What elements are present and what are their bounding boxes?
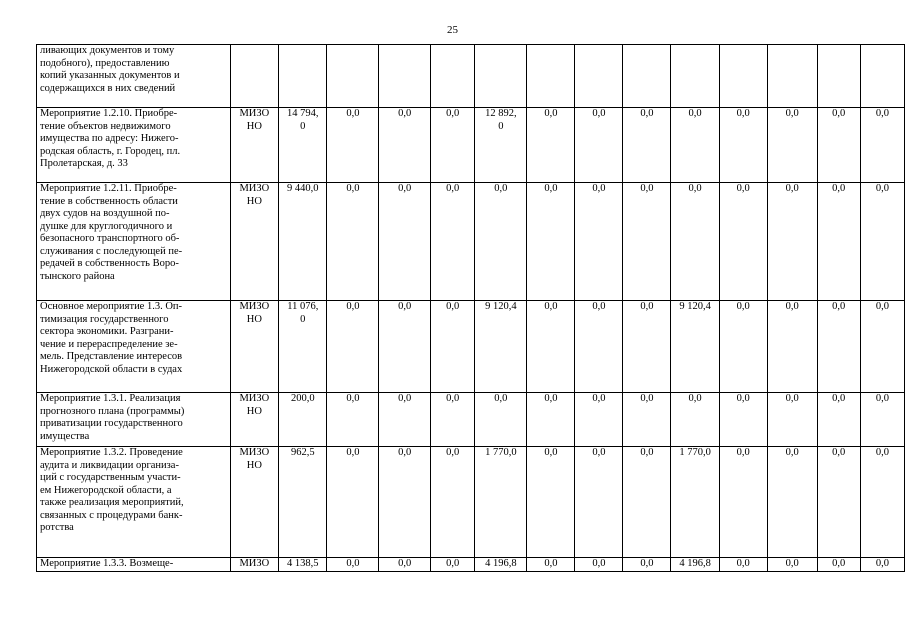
funding-value-line: 0,0	[736, 301, 750, 312]
funding-value	[860, 301, 904, 393]
funding-value	[379, 108, 431, 183]
funding-value	[623, 301, 671, 393]
funding-value	[431, 393, 475, 447]
funding-value-line: 0,0	[785, 108, 799, 119]
funding-value-line: 0,0	[832, 301, 846, 312]
table-row	[37, 183, 905, 301]
funding-value-line: 0,0	[544, 108, 558, 119]
measure-description	[37, 108, 231, 183]
funding-value	[327, 301, 379, 393]
funding-value-line: 1 770,0	[679, 447, 711, 458]
funding-value	[719, 45, 767, 108]
funding-value	[431, 108, 475, 183]
funding-value-line: 0,0	[446, 108, 460, 119]
funding-value-line: 0	[498, 120, 504, 132]
funding-value-line: 12 892,	[485, 108, 517, 119]
funding-value	[817, 108, 860, 183]
funding-value	[817, 558, 860, 572]
measure-description-line: связанных с процедурами банк-	[40, 509, 183, 521]
program-measures-table	[36, 44, 905, 572]
funding-value-line: 0,0	[736, 447, 750, 458]
funding-value	[817, 45, 860, 108]
funding-value	[860, 108, 904, 183]
funding-value	[431, 183, 475, 301]
table-body	[37, 45, 905, 572]
responsible-executor-line: МИЗО	[239, 393, 270, 404]
responsible-executor-line: НО	[246, 459, 262, 471]
measure-description-line: Основное мероприятие 1.3. Оп-	[40, 301, 183, 312]
funding-value-line: 0,0	[592, 447, 606, 458]
funding-value-line: 0,0	[346, 108, 360, 119]
funding-value-line: 0	[300, 120, 306, 132]
funding-value	[719, 447, 767, 558]
funding-value	[279, 45, 327, 108]
funding-value	[327, 108, 379, 183]
funding-value-line: 0,0	[832, 558, 846, 569]
table-row	[37, 393, 905, 447]
measure-description-line: ливающих документов и тому	[40, 45, 175, 56]
funding-value-line: 0,0	[446, 393, 460, 404]
responsible-executor-line: МИЗО	[239, 108, 270, 119]
funding-value-line: 0,0	[736, 558, 750, 569]
funding-value	[327, 393, 379, 447]
funding-value	[860, 183, 904, 301]
funding-value-line: 0,0	[640, 183, 654, 194]
funding-value-line: 0,0	[875, 108, 889, 119]
funding-value	[279, 558, 327, 572]
measure-description-line: приватизации государственного	[40, 418, 183, 429]
funding-value	[327, 183, 379, 301]
measure-description-line: двух судов на воздушной по-	[40, 208, 170, 219]
funding-value	[527, 45, 575, 108]
funding-value	[719, 183, 767, 301]
funding-value-line: 0,0	[398, 393, 412, 404]
funding-value-line: 0,0	[494, 183, 508, 194]
measure-description-line: прогнозного плана (программы)	[40, 405, 185, 417]
funding-value-line: 0,0	[446, 558, 460, 569]
funding-value-line: 200,0	[290, 393, 315, 404]
funding-value	[431, 301, 475, 393]
measure-description	[37, 393, 231, 447]
funding-value	[327, 447, 379, 558]
funding-value	[431, 558, 475, 572]
funding-value-line: 0,0	[785, 447, 799, 458]
funding-value-line: 0,0	[544, 301, 558, 312]
funding-value-line: 0,0	[688, 108, 702, 119]
responsible-executor-line: НО	[246, 120, 262, 132]
table-row	[37, 45, 905, 108]
responsible-executor-line: МИЗО	[239, 183, 270, 194]
funding-value	[279, 447, 327, 558]
funding-value	[575, 108, 623, 183]
measure-description-line: ций с государственным участи-	[40, 472, 181, 483]
funding-value	[719, 393, 767, 447]
measure-description-line: служивания с последующей пе-	[40, 245, 183, 257]
funding-value-line: 0,0	[832, 183, 846, 194]
measure-description-line: аудита и ликвидации организа-	[40, 459, 179, 471]
funding-value	[379, 558, 431, 572]
funding-value	[431, 447, 475, 558]
funding-value	[475, 301, 527, 393]
funding-value-line: 4 196,8	[485, 558, 517, 569]
funding-value-line: 0,0	[640, 108, 654, 119]
measure-description-line: родская область, г. Городец, пл.	[40, 145, 181, 157]
funding-value-line: 0,0	[592, 183, 606, 194]
funding-value-line: 0,0	[398, 447, 412, 458]
funding-value-line: 1 770,0	[485, 447, 517, 458]
funding-value-line: 4 138,5	[287, 558, 319, 569]
funding-value-line: 0,0	[640, 301, 654, 312]
funding-value-line: 0,0	[785, 558, 799, 569]
measure-description	[37, 301, 231, 393]
funding-value-line: 0,0	[640, 558, 654, 569]
responsible-executor	[230, 447, 279, 558]
funding-value-line: 4 196,8	[679, 558, 711, 569]
responsible-executor-line: НО	[246, 195, 262, 207]
funding-value	[379, 393, 431, 447]
measure-description-line: подобного), предоставлению	[40, 57, 170, 69]
funding-value-line: 0,0	[346, 447, 360, 458]
funding-value-line: 0,0	[544, 183, 558, 194]
funding-value-line: 0,0	[398, 183, 412, 194]
funding-value	[623, 108, 671, 183]
responsible-executor-line: МИЗО	[239, 447, 270, 458]
funding-value	[527, 393, 575, 447]
funding-value-line: 0,0	[640, 393, 654, 404]
measure-description-line: также реализация мероприятий,	[40, 497, 184, 508]
measure-description-line: Пролетарская, д. 33	[40, 158, 128, 169]
funding-value-line: 0,0	[592, 301, 606, 312]
funding-value-line: 962,5	[290, 447, 315, 458]
funding-value	[379, 45, 431, 108]
measure-description-line: тение объектов недвижимого	[40, 120, 171, 132]
funding-value-line: 0,0	[544, 558, 558, 569]
funding-value	[623, 45, 671, 108]
funding-value	[671, 183, 719, 301]
responsible-executor	[230, 183, 279, 301]
measure-description-line: сектора экономики. Разграни-	[40, 326, 174, 337]
page-number: 25	[447, 24, 458, 36]
funding-value	[623, 447, 671, 558]
funding-value	[379, 447, 431, 558]
funding-value	[527, 183, 575, 301]
responsible-executor	[230, 108, 279, 183]
funding-value-line: 11 076,	[287, 301, 319, 312]
funding-value-line: 0,0	[875, 447, 889, 458]
responsible-executor	[230, 558, 279, 572]
funding-value	[671, 393, 719, 447]
funding-value-line: 0,0	[875, 183, 889, 194]
measure-description-line: имущества	[40, 430, 90, 442]
funding-value-line: 0,0	[446, 447, 460, 458]
funding-value-line: 0,0	[592, 558, 606, 569]
funding-value-line: 0,0	[544, 393, 558, 404]
funding-value	[860, 393, 904, 447]
funding-value-line: 0,0	[592, 108, 606, 119]
funding-value	[767, 183, 817, 301]
funding-value-line: 0,0	[398, 301, 412, 312]
funding-value	[767, 45, 817, 108]
measure-description-line: ем Нижегородской области, а	[40, 484, 172, 496]
responsible-executor	[230, 45, 279, 108]
table-row	[37, 447, 905, 558]
responsible-executor	[230, 393, 279, 447]
funding-value	[279, 301, 327, 393]
funding-value-line: 0,0	[736, 393, 750, 404]
measure-description	[37, 447, 231, 558]
funding-value	[860, 447, 904, 558]
responsible-executor-line: НО	[246, 313, 262, 325]
funding-value-line: 0,0	[346, 301, 360, 312]
measure-description-line: тимизация государственного	[40, 313, 169, 325]
measure-description-line: Мероприятие 1.3.2. Проведение	[40, 447, 183, 458]
funding-value	[475, 108, 527, 183]
funding-value	[623, 183, 671, 301]
measure-description	[37, 45, 231, 108]
funding-value-line: 0,0	[832, 447, 846, 458]
funding-value	[527, 558, 575, 572]
funding-value	[767, 108, 817, 183]
funding-value	[671, 45, 719, 108]
funding-value-line: 0,0	[736, 108, 750, 119]
funding-value	[575, 393, 623, 447]
funding-value	[527, 447, 575, 558]
table-row	[37, 301, 905, 393]
funding-value	[671, 301, 719, 393]
funding-value-line: 0,0	[875, 393, 889, 404]
funding-value	[475, 558, 527, 572]
measure-description-line: Мероприятие 1.2.10. Приобре-	[40, 108, 178, 119]
measure-description-line: имущества по адресу: Нижего-	[40, 133, 179, 144]
measure-description-line: Мероприятие 1.2.11. Приобре-	[40, 183, 177, 194]
funding-value	[575, 183, 623, 301]
measure-description-line: содержащихся в них сведений	[40, 82, 176, 94]
funding-value-line: 9 120,4	[679, 301, 711, 312]
funding-value	[767, 558, 817, 572]
funding-value	[623, 558, 671, 572]
responsible-executor	[230, 301, 279, 393]
measure-description-line: мель. Представление интересов	[40, 351, 183, 362]
measure-description-line: безопасного транспортного об-	[40, 233, 180, 244]
funding-value-line: 0,0	[446, 183, 460, 194]
funding-value	[671, 558, 719, 572]
funding-value-line: 9 120,4	[485, 301, 517, 312]
funding-value-line: 9 440,0	[287, 183, 319, 194]
funding-value	[860, 558, 904, 572]
responsible-executor-line: МИЗО	[239, 558, 270, 569]
table-row	[37, 108, 905, 183]
funding-value	[475, 393, 527, 447]
measure-description-line: ротства	[40, 522, 74, 533]
funding-value	[623, 393, 671, 447]
table-row	[37, 558, 905, 572]
funding-value	[671, 447, 719, 558]
responsible-executor-line: НО	[246, 405, 262, 417]
measure-description	[37, 558, 231, 572]
funding-value	[671, 108, 719, 183]
funding-value-line: 0,0	[346, 558, 360, 569]
funding-value	[575, 45, 623, 108]
funding-value	[817, 301, 860, 393]
funding-value	[575, 558, 623, 572]
responsible-executor-line: МИЗО	[239, 301, 270, 312]
funding-value-line: 0,0	[640, 447, 654, 458]
funding-value-line: 0,0	[346, 183, 360, 194]
funding-value-line: 0,0	[785, 301, 799, 312]
funding-value	[817, 183, 860, 301]
measure-description-line: чение и перераспределение зе-	[40, 338, 178, 350]
measure-description-line: Нижегородской области в судах	[40, 363, 183, 375]
funding-value	[767, 447, 817, 558]
funding-value	[279, 183, 327, 301]
funding-value	[767, 393, 817, 447]
funding-value	[475, 447, 527, 558]
measure-description-line: тынского района	[40, 270, 115, 282]
funding-value-line: 0	[300, 313, 306, 325]
funding-value	[279, 108, 327, 183]
funding-value	[527, 301, 575, 393]
funding-value-line: 0,0	[446, 301, 460, 312]
funding-value-line: 14 794,	[287, 108, 319, 119]
funding-value-line: 0,0	[875, 558, 889, 569]
funding-value	[431, 45, 475, 108]
funding-value	[719, 558, 767, 572]
funding-value-line: 0,0	[832, 393, 846, 404]
measure-description-line: редачей в собственность Воро-	[40, 258, 179, 269]
funding-value	[767, 301, 817, 393]
funding-value	[379, 301, 431, 393]
funding-value	[527, 108, 575, 183]
funding-value-line: 0,0	[346, 393, 360, 404]
funding-value-line: 0,0	[736, 183, 750, 194]
funding-value-line: 0,0	[592, 393, 606, 404]
funding-value-line: 0,0	[832, 108, 846, 119]
funding-value	[817, 447, 860, 558]
funding-value-line: 0,0	[398, 108, 412, 119]
funding-value-line: 0,0	[785, 183, 799, 194]
funding-value-line: 0,0	[494, 393, 508, 404]
funding-value	[575, 301, 623, 393]
funding-value	[475, 183, 527, 301]
funding-value	[719, 108, 767, 183]
measure-description-line: Мероприятие 1.3.1. Реализация	[40, 393, 181, 404]
funding-value-line: 0,0	[688, 183, 702, 194]
measure-description-line: душке для круглогодичного и	[40, 220, 173, 232]
measure-description	[37, 183, 231, 301]
measure-description-line: Мероприятие 1.3.3. Возмеще-	[40, 558, 174, 569]
funding-value	[817, 393, 860, 447]
measure-description-line: копий указанных документов и	[40, 70, 180, 81]
funding-value-line: 0,0	[398, 558, 412, 569]
funding-value	[860, 45, 904, 108]
funding-value	[379, 183, 431, 301]
funding-value-line: 0,0	[688, 393, 702, 404]
funding-value	[327, 45, 379, 108]
measure-description-line: тение в собственность области	[40, 195, 178, 207]
funding-value	[327, 558, 379, 572]
funding-value	[475, 45, 527, 108]
funding-value	[719, 301, 767, 393]
funding-value-line: 0,0	[875, 301, 889, 312]
funding-value-line: 0,0	[785, 393, 799, 404]
funding-value	[575, 447, 623, 558]
funding-value	[279, 393, 327, 447]
funding-value-line: 0,0	[544, 447, 558, 458]
